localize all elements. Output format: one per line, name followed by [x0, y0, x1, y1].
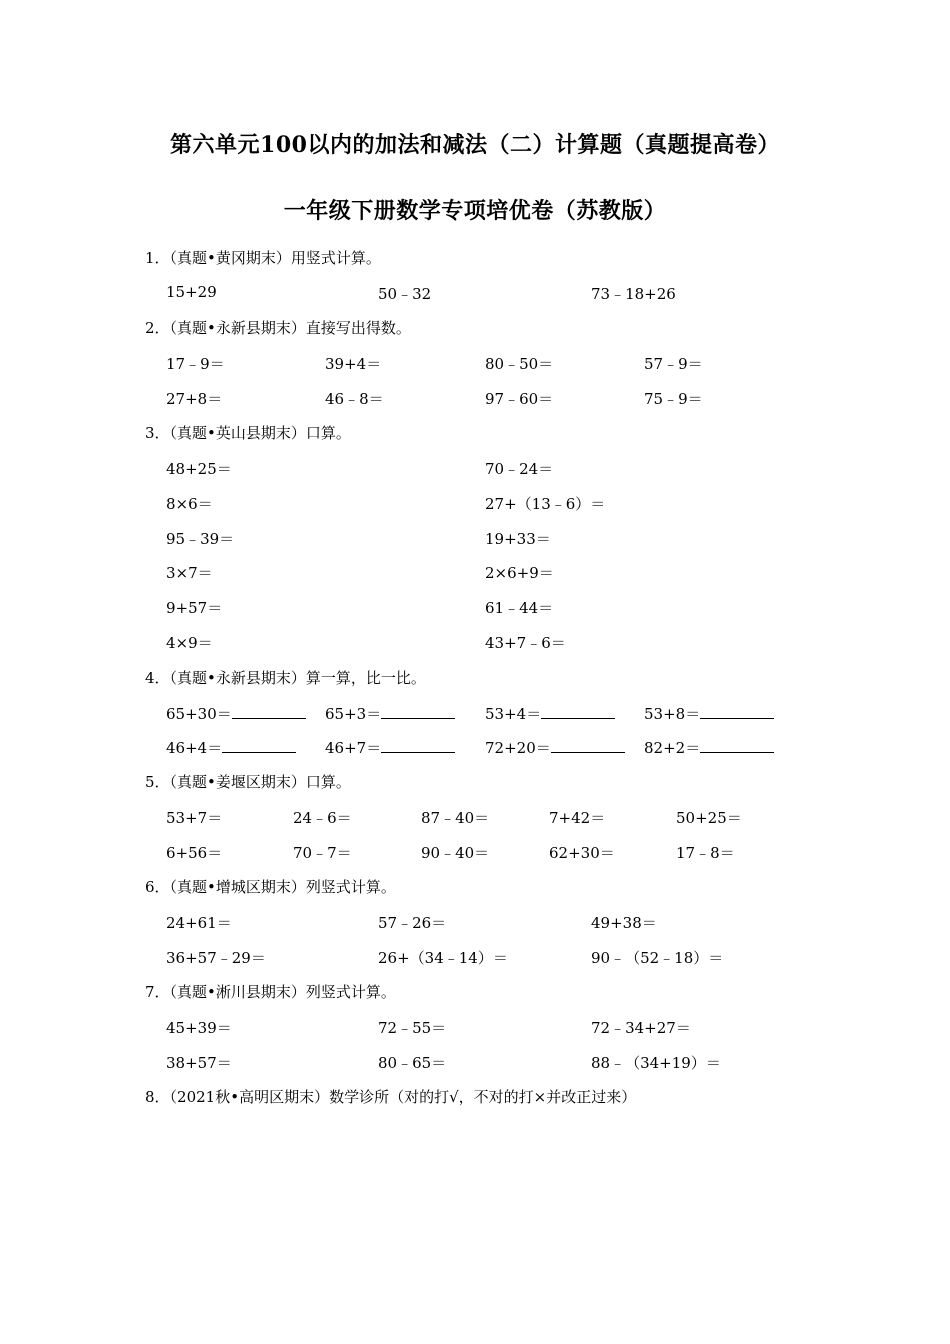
problem: 48+25＝ [166, 460, 232, 478]
problem: 97﹣60＝ [485, 390, 554, 408]
question-number: 8． [145, 1088, 170, 1106]
problem-with-blank [325, 703, 455, 724]
question-2 [145, 317, 411, 338]
problem: 17﹣9＝ [166, 355, 225, 373]
question-number: 7． [145, 983, 170, 1001]
problem: 43+7﹣6＝ [485, 634, 566, 652]
problem: 57﹣26＝ [378, 914, 447, 932]
problem: 2×6+9＝ [485, 564, 554, 582]
problem: 53+7＝ [166, 809, 223, 827]
answer-blank[interactable] [551, 738, 625, 753]
problem-with-blank [485, 703, 615, 724]
problem-with-blank [644, 703, 774, 724]
problem: 45+39＝ [166, 1019, 232, 1037]
problem: 7+42＝ [549, 809, 606, 827]
answer-blank[interactable] [700, 704, 774, 719]
problem: 49+38＝ [591, 914, 657, 932]
problem: 90﹣40＝ [421, 844, 490, 862]
problem: 72+20＝ [485, 739, 551, 757]
question-5 [145, 771, 351, 792]
answer-blank[interactable] [541, 704, 615, 719]
problem: 50﹣32 [378, 285, 432, 303]
problem: 70﹣7＝ [293, 844, 352, 862]
problem: 50+25＝ [676, 809, 742, 827]
answer-blank[interactable] [381, 738, 455, 753]
problem: 46﹣8＝ [325, 390, 384, 408]
question-text: （2021秋•高明区期末）数学诊所（对的打√，不对的打×并改正过来） [169, 1088, 637, 1106]
problem: 65+3＝ [325, 705, 382, 723]
problem-with-blank [644, 737, 774, 758]
problem-with-blank [325, 737, 455, 758]
problem: 46+7＝ [325, 739, 382, 757]
problem: 4×9＝ [166, 634, 213, 652]
problem: 75﹣9＝ [644, 390, 703, 408]
problem: 6+56＝ [166, 844, 223, 862]
problem: 17﹣8＝ [676, 844, 735, 862]
problem: 90﹣（52﹣18）＝ [591, 949, 724, 967]
problem: 70﹣24＝ [485, 460, 554, 478]
problem: 80﹣50＝ [485, 355, 554, 373]
problem: 19+33＝ [485, 530, 551, 548]
page-subtitle: 一年级下册数学专项培优卷（苏教版） [283, 198, 667, 224]
question-number: 2． [145, 319, 170, 337]
problem: 80﹣65＝ [378, 1054, 447, 1072]
problem-with-blank [485, 737, 625, 758]
problem: 36+57﹣29＝ [166, 949, 266, 967]
question-3 [145, 422, 351, 443]
problem: 8×6＝ [166, 495, 213, 513]
question-number: 3． [145, 424, 170, 442]
question-6 [145, 876, 396, 897]
problem: 38+57＝ [166, 1054, 232, 1072]
problem: 87﹣40＝ [421, 809, 490, 827]
problem: 57﹣9＝ [644, 355, 703, 373]
question-number: 1． [145, 249, 170, 267]
problem: 82+2＝ [644, 739, 701, 757]
question-7 [145, 981, 396, 1002]
problem: 88﹣（34+19）＝ [591, 1054, 721, 1072]
question-number: 6． [145, 878, 170, 896]
problem: 3×7＝ [166, 564, 213, 582]
problem: 72﹣34+27＝ [591, 1019, 691, 1037]
question-text: （真题•姜堰区期末）口算。 [169, 773, 351, 791]
question-text: （真题•黄冈期末）用竖式计算。 [169, 249, 381, 267]
problem: 61﹣44＝ [485, 599, 554, 617]
problem: 9+57＝ [166, 599, 223, 617]
problem: 26+（34﹣14）＝ [378, 949, 508, 967]
question-text: （真题•淅川县期末）列竖式计算。 [169, 983, 396, 1001]
problem: 24+61＝ [166, 914, 232, 932]
question-text: （真题•永新县期末）直接写出得数。 [169, 319, 411, 337]
problem: 24﹣6＝ [293, 809, 352, 827]
problem: 62+30＝ [549, 844, 615, 862]
problem: 95﹣39＝ [166, 530, 235, 548]
page-title: 第六单元100以内的加法和减法（二）计算题（真题提高卷） [170, 132, 780, 158]
problem: 39+4＝ [325, 355, 382, 373]
question-1 [145, 247, 381, 268]
problem: 46+4＝ [166, 739, 223, 757]
answer-blank[interactable] [232, 704, 306, 719]
question-8 [145, 1086, 636, 1107]
problem: 73﹣18+26 [591, 285, 676, 303]
answer-blank[interactable] [222, 738, 296, 753]
question-4 [145, 667, 426, 688]
problem: 27+（13﹣6）＝ [485, 495, 606, 513]
question-number: 4． [145, 669, 170, 687]
problem: 15+29 [166, 283, 217, 301]
answer-blank[interactable] [381, 704, 455, 719]
question-text: （真题•永新县期末）算一算，比一比。 [169, 669, 426, 687]
answer-blank[interactable] [700, 738, 774, 753]
problem: 53+8＝ [644, 705, 701, 723]
problem-with-blank [166, 703, 306, 724]
problem: 65+30＝ [166, 705, 232, 723]
question-number: 5． [145, 773, 170, 791]
question-text: （真题•增城区期末）列竖式计算。 [169, 878, 396, 896]
problem-with-blank [166, 737, 296, 758]
problem: 27+8＝ [166, 390, 223, 408]
question-text: （真题•英山县期末）口算。 [169, 424, 351, 442]
problem: 72﹣55＝ [378, 1019, 447, 1037]
problem: 53+4＝ [485, 705, 542, 723]
